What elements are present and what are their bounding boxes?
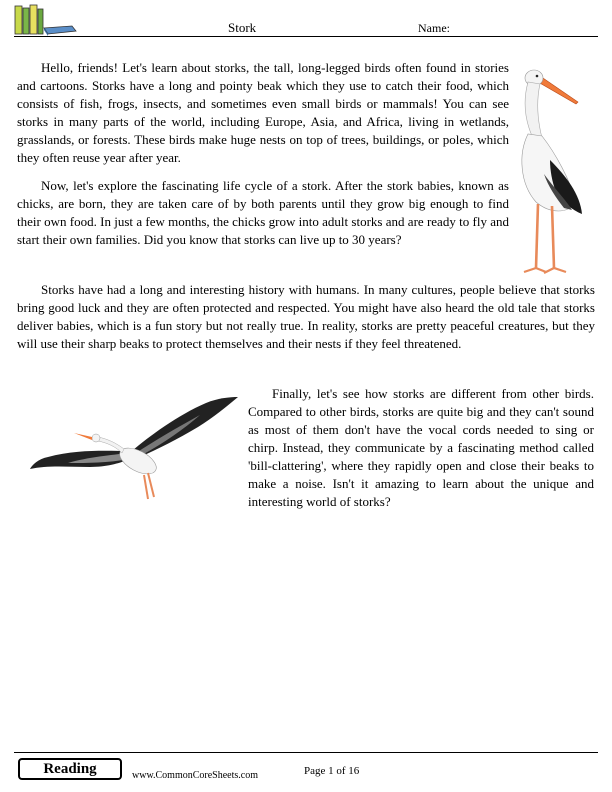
paragraph-life-cycle: Now, let's explore the fascinating life cycle of a stork. After the stork babies, known as chicks, are born, they are taken care of by both parents until they grow big enough to find their own food. In just a few months, the chicks grow into adult storks and are ready to fly and start their own families. Did you know that storks can live up to 30 years? <box>17 178 509 247</box>
header-divider <box>14 36 598 37</box>
books-logo-icon <box>14 4 78 36</box>
page-title: Stork <box>228 20 257 35</box>
paragraph-differences: Finally, let's see how storks are different from other birds. Compared to other birds, storks are quite big and they can't sound as most of them don't have the vocal cords needed to sing or chirp. Instead, they communicate by a fascinating method called 'bill-clattering', where they rapidly open and close their beaks to make a noise. Isn't it amazing to learn about the unique and interesting world of storks? <box>248 386 594 509</box>
paragraph-intro: Hello, friends! Let's learn about storks, the tall, long-legged birds often found in stories and cartoons. Storks have a long and pointy beak which they use to catch their food, which consists of fish, frogs, insects, and sometimes even small birds or mammals! You can see storks in many parts of the world, including Europe, Asia, and Africa, living in wetlands, grasslands, or forests. These birds make huge nests on top of trees, buildings, or poles, which they often reuse year after year. <box>17 60 509 165</box>
flying-stork-illustration <box>28 393 242 511</box>
subject-badge: Reading <box>18 758 122 780</box>
paragraph-history: Storks have had a long and interesting history with humans. In many cultures, people believe that storks bring good luck and they are often protected and respected. You might have also heard the old tale that storks deliver babies, which is a fun story but not really true. In reality, storks are pretty peaceful creatures, but they will use their sharp beaks to protect themselves and their nests if they feel threatened. <box>17 282 595 351</box>
name-label: Name: <box>418 21 450 35</box>
website-link[interactable]: www.CommonCoreSheets.com <box>132 770 259 781</box>
footer-divider <box>14 752 598 753</box>
standing-stork-illustration <box>510 64 586 278</box>
page-number: Page 1 of 16 <box>304 765 360 777</box>
